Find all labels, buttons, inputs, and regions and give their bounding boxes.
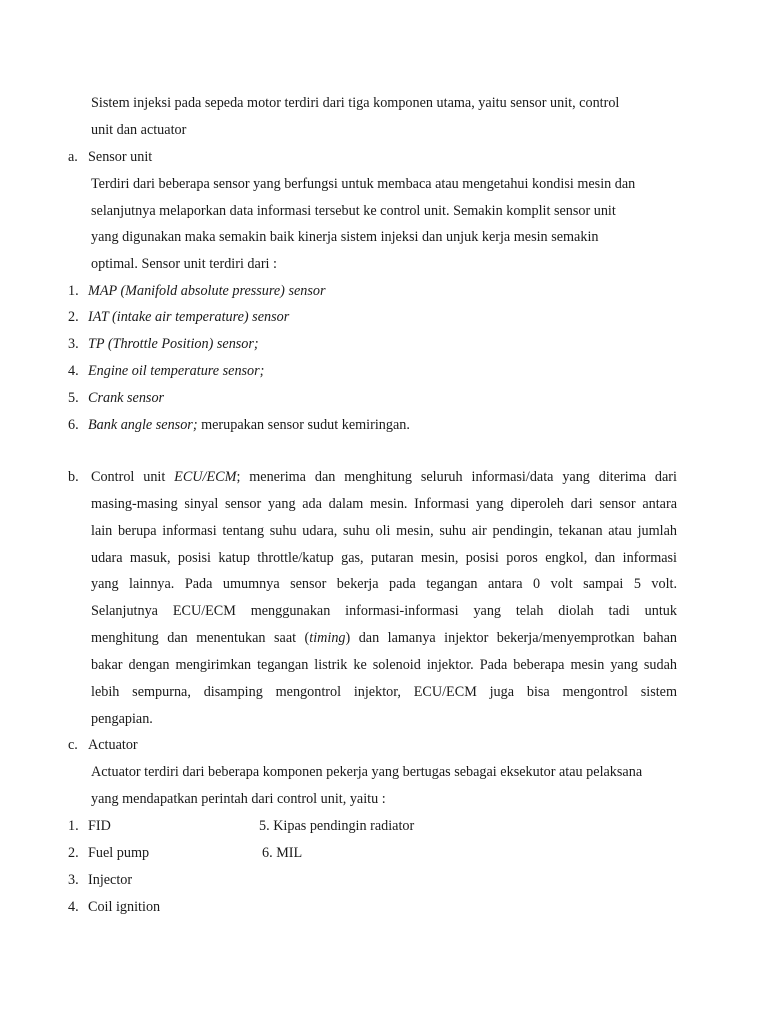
- list-item: FID: [88, 818, 111, 834]
- list-item: 6. MIL: [262, 845, 303, 861]
- list-item: Fuel pump: [88, 845, 150, 861]
- list-item-text: merupakan sensor sudut kemiringan.: [197, 417, 410, 433]
- list-item-italic: IAT (intake air temperature) sensor: [88, 309, 290, 325]
- list-item: [88, 308, 289, 326]
- section-b-line: lebih sempurna, disamping mengontrol injektor, ECU/ECM juga bisa mengontrol sistem: [91, 684, 677, 700]
- list-item-number: 5.: [68, 390, 79, 406]
- list-item-italic: TP (Throttle Position) sensor;: [88, 336, 259, 352]
- list-item-number: 3.: [68, 872, 79, 888]
- list-item-italic: Bank angle sensor;: [88, 417, 198, 433]
- list-item-italic: Crank sensor: [88, 390, 165, 406]
- section-b-line: bakar dengan mengirimkan tegangan listrik ke solenoid injektor. Pada beberapa mesin yang sudah: [91, 657, 677, 673]
- list-item-number: 3.: [68, 336, 79, 352]
- list-item: 5. Kipas pendingin radiator: [259, 818, 415, 834]
- section-b-line: [91, 629, 677, 647]
- section-a-paragraph-line: Terdiri dari beberapa sensor yang berfungsi untuk membaca atau mengetahui kondisi mesin dan: [91, 176, 636, 192]
- list-item-number: 2.: [68, 309, 79, 325]
- section-b-line: lain berupa informasi tentang suhu udara, suhu oli mesin, suhu air pendingin, tekanan atau jumlah: [91, 523, 677, 539]
- list-item-number: 2.: [68, 845, 79, 861]
- section-a-marker: a.: [68, 149, 78, 165]
- section-b-line: [91, 468, 677, 486]
- list-item-number: 6.: [68, 417, 79, 433]
- section-a-paragraph-line: selanjutnya melaporkan data informasi tersebut ke control unit. Semakin komplit sensor unit: [91, 203, 616, 219]
- list-item: [88, 282, 326, 300]
- section-c-heading: Actuator: [88, 737, 138, 753]
- list-item: [88, 335, 259, 353]
- section-a-heading: Sensor unit: [88, 149, 153, 165]
- section-b-italic: ECU/ECM: [174, 469, 237, 485]
- section-b-text: ) dan lamanya injektor bekerja/menyemprotkan bahan: [345, 630, 677, 646]
- intro-line-1: Sistem injeksi pada sepeda motor terdiri dari tiga komponen utama, yaitu sensor unit, control: [91, 95, 620, 111]
- list-item-number: 4.: [68, 899, 79, 915]
- section-b-text: Control unit: [91, 469, 175, 485]
- section-c-marker: c.: [68, 737, 78, 753]
- list-item: Coil ignition: [88, 899, 161, 915]
- section-b-line: Selanjutnya ECU/ECM menggunakan informasi-informasi yang telah diolah tadi untuk: [91, 603, 677, 619]
- section-b-line: pengapian.: [91, 711, 153, 727]
- section-b-line: masing-masing sinyal sensor yang ada dalam mesin. Informasi yang diperoleh dari sensor antara: [91, 496, 677, 512]
- section-b-italic: timing: [309, 630, 346, 646]
- list-item: [88, 416, 410, 434]
- list-item: [88, 389, 164, 407]
- section-a-paragraph-line: yang digunakan maka semakin baik kinerja sistem injeksi dan unjuk kerja mesin semakin: [91, 229, 599, 245]
- list-item-number: 1.: [68, 818, 79, 834]
- section-b-line: yang lainnya. Pada umumnya sensor bekerja pada tegangan antara 0 volt sampai 5 volt.: [91, 576, 677, 592]
- list-item: [88, 362, 264, 380]
- intro-line-2: unit dan actuator: [91, 122, 187, 138]
- section-b-text: menghitung dan menentukan saat (: [91, 630, 310, 646]
- list-item-italic: MAP (Manifold absolute pressure) sensor: [88, 283, 326, 299]
- list-item-italic: Engine oil temperature sensor;: [88, 363, 265, 379]
- list-item-number: 1.: [68, 283, 79, 299]
- section-a-paragraph-line: optimal. Sensor unit terdiri dari :: [91, 256, 277, 272]
- section-b-line: udara masuk, posisi katup throttle/katup gas, putaran mesin, posisi poros engkol, dan informasi: [91, 550, 677, 566]
- section-b-marker: b.: [68, 469, 79, 485]
- section-c-paragraph-line: Actuator terdiri dari beberapa komponen pekerja yang bertugas sebagai eksekutor atau pelaksana: [91, 764, 643, 780]
- list-item-number: 4.: [68, 363, 79, 379]
- list-item: Injector: [88, 872, 133, 888]
- section-c-paragraph-line: yang mendapatkan perintah dari control unit, yaitu :: [91, 791, 386, 807]
- section-b-text: ; menerima dan menghitung seluruh informasi/data yang diterima dari: [236, 469, 677, 485]
